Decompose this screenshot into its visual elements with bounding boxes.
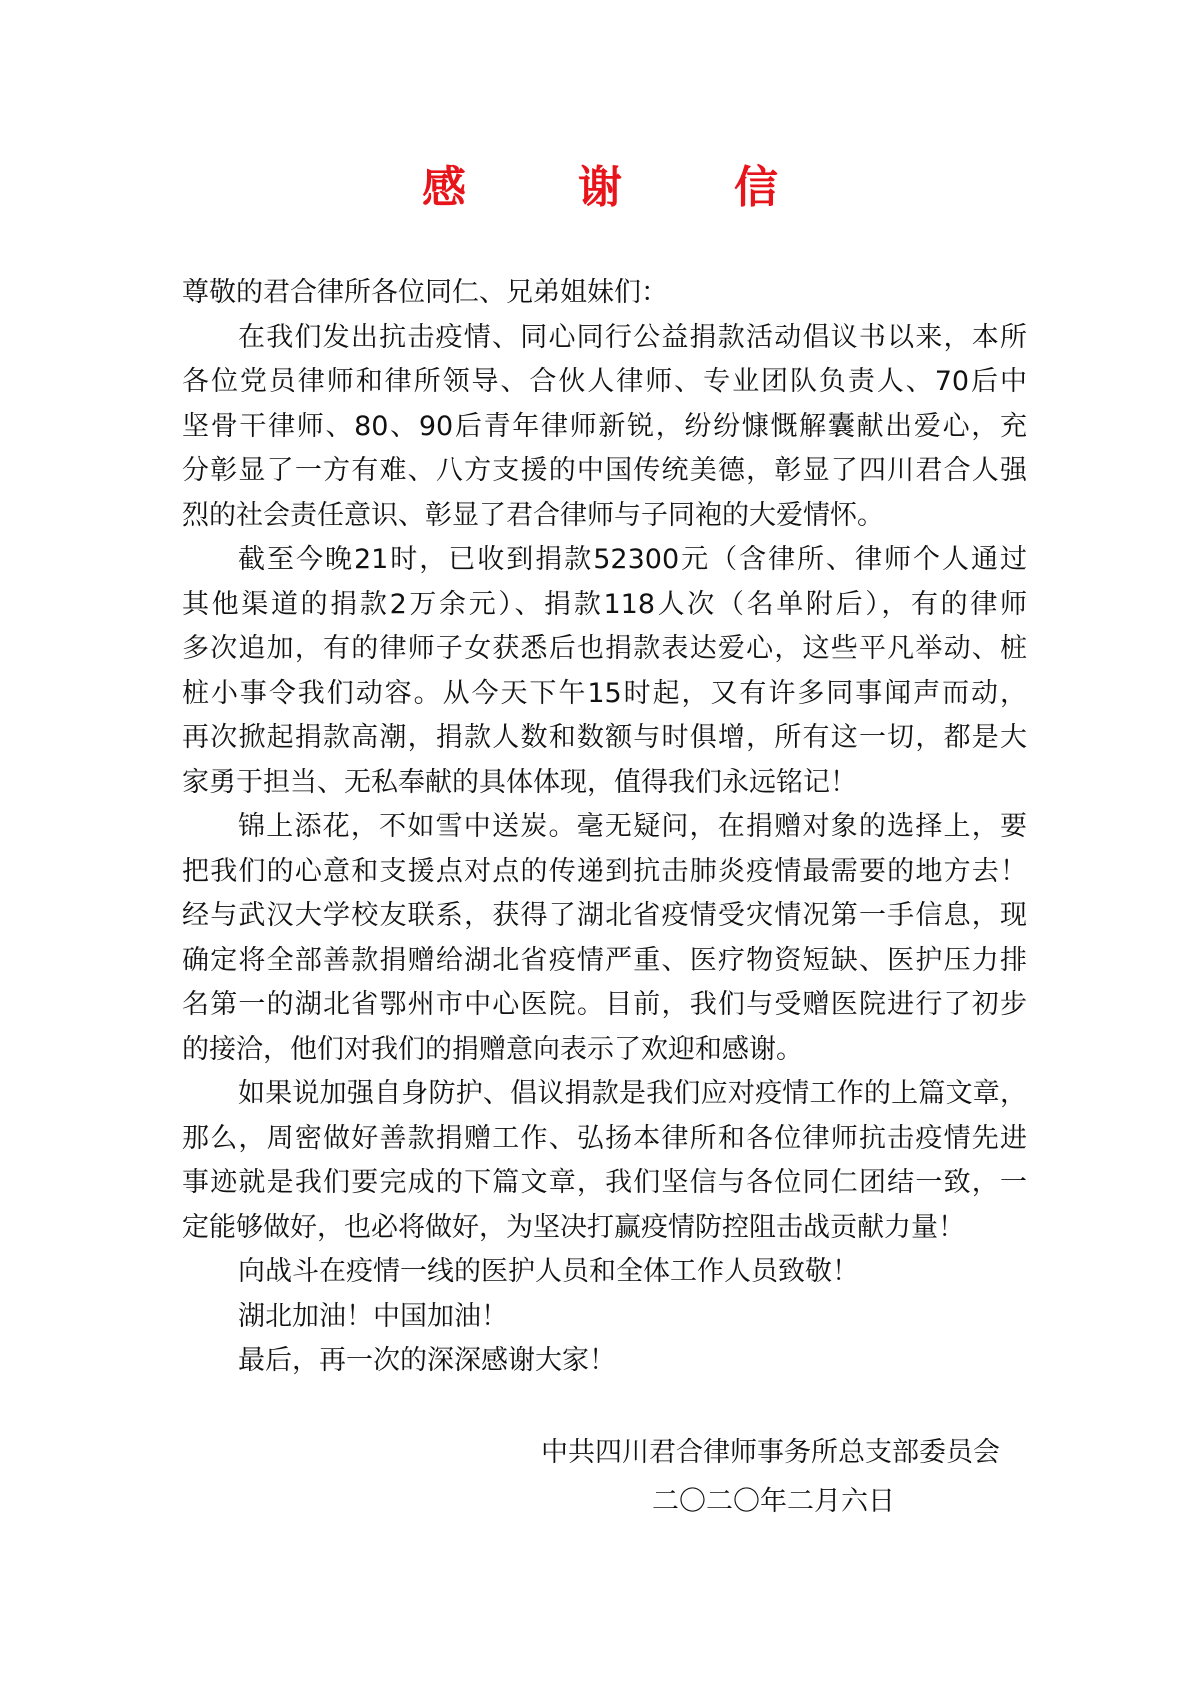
paragraph-line: 家勇于担当、无私奉献的具体体现，值得我们永远铭记！ bbox=[182, 766, 857, 798]
paragraph-line: 定能够做好，也必将做好，为坚决打赢疫情防控阻击战贡献力量！ bbox=[182, 1211, 965, 1243]
letter-body bbox=[182, 271, 1027, 1384]
paragraph-line: 确定将全部善款捐赠给湖北省疫情严重、医疗物资短缺、医护压力排 bbox=[182, 944, 1027, 976]
closing-line-cheer: 湖北加油！中国加油！ bbox=[238, 1300, 508, 1332]
paragraph-line: 的接洽，他们对我们的捐赠意向表示了欢迎和感谢。 bbox=[182, 1033, 803, 1065]
letter-title: 感 谢 信 bbox=[422, 162, 812, 213]
paragraph-line: 再次掀起捐款高潮，捐款人数和数额与时俱增，所有这一切，都是大 bbox=[182, 722, 1027, 753]
salutation: 尊敬的君合律所各位同仁、兄弟姐妹们： bbox=[182, 277, 668, 308]
closing-lines bbox=[182, 1250, 1027, 1384]
signature-organization: 中共四川君合律师事务所总支部委员会 bbox=[541, 1437, 1000, 1468]
paragraph-line: 如果说加强自身防护、倡议捐款是我们应对疫情工作的上篇文章， bbox=[238, 1078, 1027, 1109]
paragraph-4 bbox=[182, 1072, 1027, 1250]
paragraph-line: 锦上添花，不如雪中送炭。毫无疑问，在捐赠对象的选择上，要 bbox=[238, 811, 1027, 842]
paragraph-line: 多次追加，有的律师子女获悉后也捐款表达爱心，这些平凡举动、桩 bbox=[182, 633, 1027, 664]
closing-line-thanks: 最后，再一次的深深感谢大家！ bbox=[238, 1345, 616, 1376]
paragraph-3 bbox=[182, 805, 1027, 1072]
signature-date: 二〇二〇年二月六日 bbox=[652, 1486, 895, 1517]
paragraph-line: 其他渠道的捐款2万余元）、捐款118人次（名单附后），有的律师 bbox=[182, 588, 1027, 620]
paragraph-line: 坚骨干律师、80、90后青年律师新锐，纷纷慷慨解囊献出爱心，充 bbox=[182, 410, 1027, 442]
paragraph-2 bbox=[182, 538, 1027, 805]
closing-line-salute: 向战斗在疫情一线的医护人员和全体工作人员致敬！ bbox=[238, 1256, 859, 1287]
paragraph-line: 桩小事令我们动容。从今天下午15时起，又有许多同事闻声而动， bbox=[182, 677, 1027, 709]
paragraph-line: 截至今晚21时，已收到捐款52300元（含律所、律师个人通过 bbox=[238, 544, 1027, 575]
paragraph-line: 分彰显了一方有难、八方支援的中国传统美德，彰显了四川君合人强 bbox=[182, 455, 1027, 486]
paragraph-line: 名第一的湖北省鄂州市中心医院。目前，我们与受赠医院进行了初步 bbox=[182, 989, 1027, 1020]
paragraph-line: 把我们的心意和支援点对点的传递到抗击肺炎疫情最需要的地方去！ bbox=[182, 855, 1027, 887]
paragraph-line: 在我们发出抗击疫情、同心同行公益捐款活动倡议书以来，本所 bbox=[238, 321, 1027, 353]
paragraph-line: 那么，周密做好善款捐赠工作、弘扬本律所和各位律师抗击疫情先进 bbox=[182, 1122, 1027, 1154]
paragraph-line: 各位党员律师和律所领导、合伙人律师、专业团队负责人、70后中 bbox=[182, 366, 1027, 397]
paragraph-line: 烈的社会责任意识、彰显了君合律师与子同袍的大爱情怀。 bbox=[182, 499, 884, 531]
paragraph-1 bbox=[182, 316, 1027, 539]
paragraph-line: 事迹就是我们要完成的下篇文章，我们坚信与各位同仁团结一致，一 bbox=[182, 1167, 1027, 1198]
paragraph-line: 经与武汉大学校友联系，获得了湖北省疫情受灾情况第一手信息，现 bbox=[182, 900, 1027, 931]
